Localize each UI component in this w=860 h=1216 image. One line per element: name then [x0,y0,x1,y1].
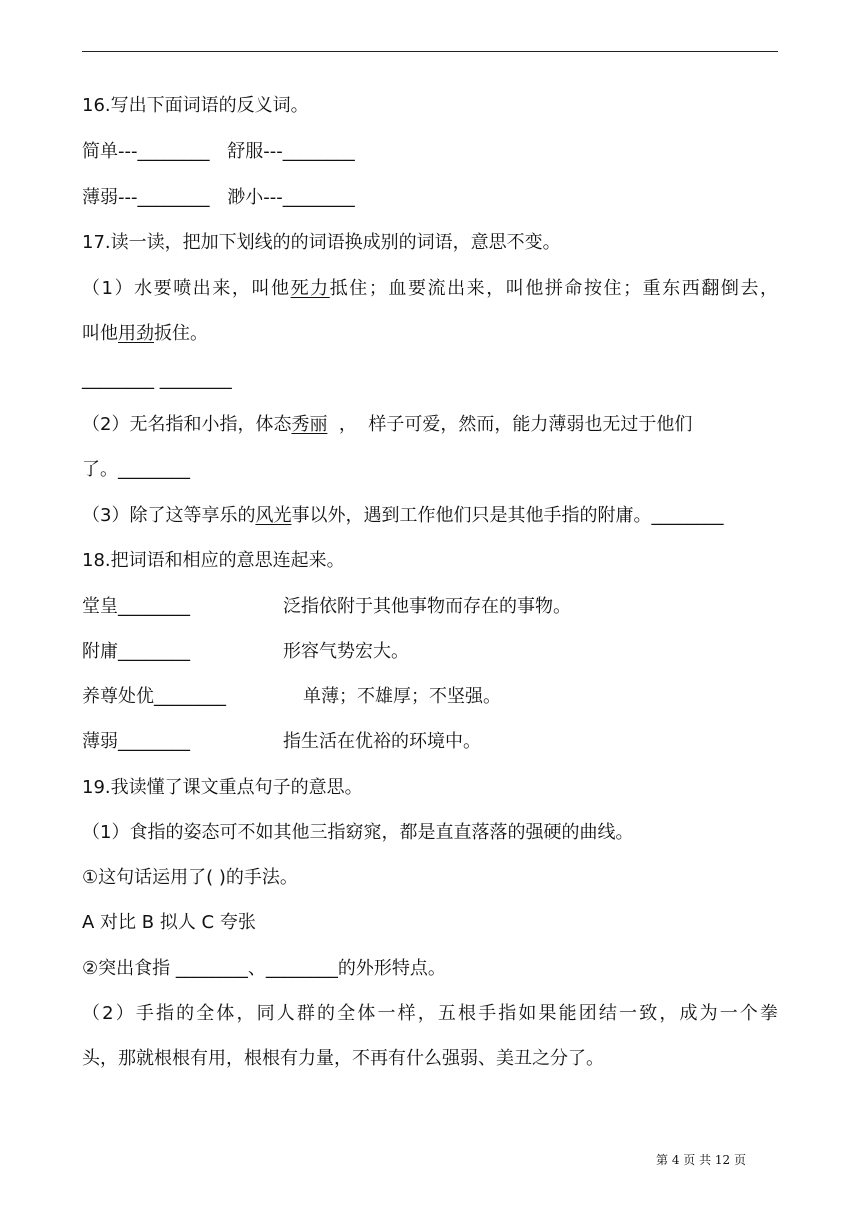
match-meaning: 泛指依附于其他事物而存在的事物。 [283,596,571,617]
underlined-word: 死力 [290,278,330,299]
match-meaning: 单薄；不雄厚；不坚强。 [303,686,501,707]
match-meaning: 指生活在优裕的环境中。 [283,731,481,752]
question-17-title: 17.读一读，把加下划线的的词语换成别的词语，意思不变。 [82,232,561,253]
antonym-item: 薄弱---________ [82,187,210,208]
underlined-word: 风光 [255,505,292,526]
header-rule [82,51,778,52]
q19-options: A 对比 B 拟人 C 夸张 [82,912,256,933]
question-18-title: 18.把词语和相应的意思连起来。 [82,550,345,571]
antonym-item: 渺小---________ [227,187,355,208]
underlined-word: 秀丽 [291,414,328,435]
q17-part2-line1: （2）无名指和小指，体态秀丽 ， 样子可爱，然而，能力薄弱也无过于他们 [82,414,693,435]
match-word: 附庸________ [82,641,190,662]
match-word: 养尊处优________ [82,686,226,707]
question-19-title: 19.我读懂了课文重点句子的意思。 [82,777,363,798]
q17-part2-line2: 了。________ [82,459,190,480]
antonym-item: 简单---________ [82,141,210,162]
page-number: 第 4 页 共 12 页 [656,1153,746,1167]
q17-part1-line1: （1）水要喷出来，叫他死力抵住；血要流出来，叫他拼命按住；重东西翻倒去， [82,278,779,299]
q19-sentence-2-line1: （2）手指的全体，同人群的全体一样，五根手指如果能团结一致，成为一个拳 [82,1003,778,1024]
q17-part1-blanks: ________ ________ [82,369,232,390]
q19-sentence-2-line2: 头，那就根根有用，根根有力量，不再有什么强弱、美丑之分了。 [82,1048,604,1069]
underlined-word: 用劲 [118,323,154,344]
match-meaning: 形容气势宏大。 [283,641,409,662]
q19-sentence-1: （1）食指的姿态可不如其他三指窈窕，都是直直落落的强硬的曲线。 [82,822,634,843]
antonym-item: 舒服---________ [227,141,355,162]
match-word: 薄弱________ [82,731,190,752]
antonym-row-1 [82,140,355,164]
match-word: 堂皇________ [82,596,190,617]
question-16-title: 16.写出下面词语的反义词。 [82,95,309,116]
q17-part3: （3）除了这等享乐的风光事以外，遇到工作他们只是其他手指的附庸。________ [82,505,724,526]
q19-sub-b: ②突出食指 ________、________的外形特点。 [82,958,446,979]
q17-part1-line2: 叫他用劲扳住。 [82,323,208,344]
antonym-row-2 [82,186,355,210]
q19-sub-a: ①这句话运用了( )的手法。 [82,867,298,888]
